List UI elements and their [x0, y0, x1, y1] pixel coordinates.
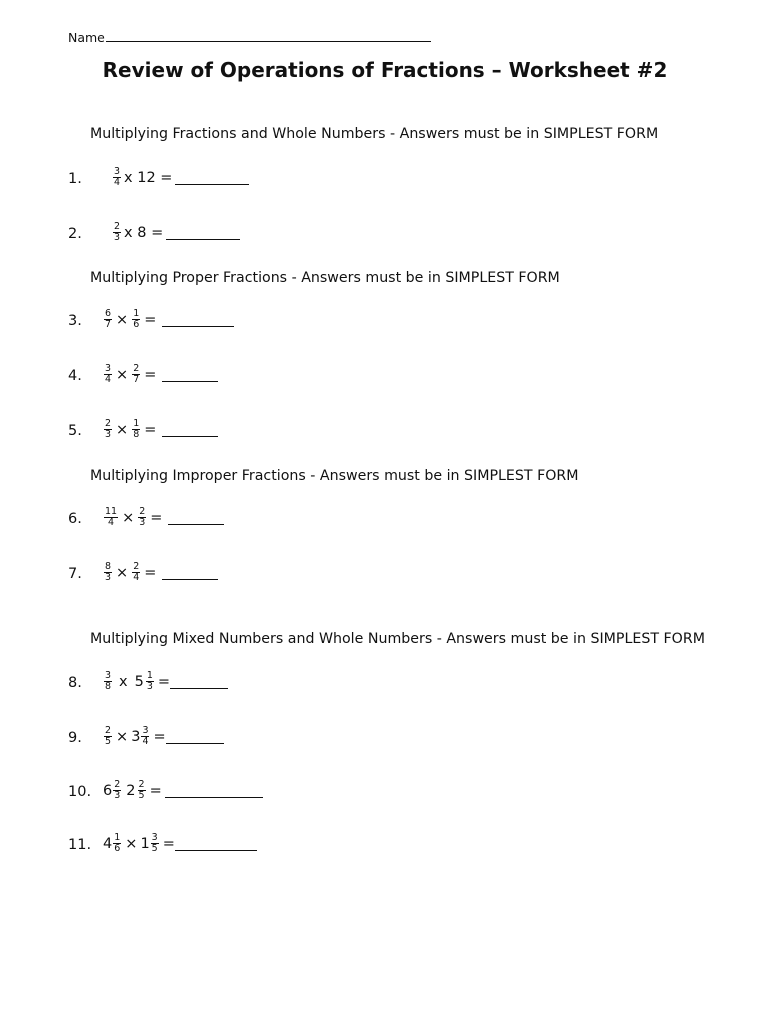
times-sign: x	[119, 673, 128, 690]
problem-9	[103, 726, 224, 747]
equals-sign: =	[144, 311, 157, 328]
times-sign: ×	[122, 509, 135, 526]
problem-3	[103, 309, 234, 330]
fraction: $\frac{2}{5}$	[105, 725, 112, 747]
fraction: $\frac{3}{8}$	[105, 670, 112, 692]
worksheet-title: Review of Operations of Fractions – Worksheet #2	[102, 58, 668, 82]
fraction: $\frac{2}{3}$	[114, 221, 121, 243]
problem-7	[103, 562, 218, 583]
equals-sign: =	[144, 421, 157, 438]
name-blank-line[interactable]	[106, 30, 431, 42]
answer-blank-7[interactable]	[162, 565, 218, 580]
equals-sign: =	[149, 782, 162, 799]
problem-4	[103, 364, 218, 385]
fraction: $\frac{1}{6}$	[133, 308, 140, 330]
problem-10	[103, 780, 263, 801]
fraction: $\frac{1}{6}$	[114, 832, 121, 854]
section-heading-1: Multiplying Fractions and Whole Numbers - Answers must be in SIMPLEST FORM	[90, 126, 659, 142]
equals-sign: =	[157, 673, 171, 690]
equals-sign: =	[144, 366, 157, 383]
section-heading-3: Multiplying Improper Fractions - Answers must be in SIMPLEST FORM	[90, 468, 579, 484]
expression-text: x 8 =	[124, 224, 164, 241]
answer-blank-2[interactable]	[166, 225, 240, 240]
problem-number-8: 8.	[68, 675, 82, 691]
times-sign: ×	[116, 421, 129, 438]
fraction: $\frac{2}{3}$	[139, 506, 146, 528]
whole-number: 1	[140, 835, 150, 852]
answer-blank-6[interactable]	[168, 510, 224, 525]
fraction: $\frac{3}{4}$	[114, 166, 121, 188]
problem-number-9: 9.	[68, 730, 82, 746]
answer-blank-9[interactable]	[166, 729, 224, 744]
whole-number: 4	[103, 835, 113, 852]
fraction: $\frac{2}{3}$	[114, 779, 121, 801]
answer-blank-8[interactable]	[170, 674, 228, 689]
whole-number: 6	[103, 782, 113, 799]
section-heading-4: Multiplying Mixed Numbers and Whole Numbers - Answers must be in SIMPLEST FORM	[90, 631, 705, 647]
answer-blank-3[interactable]	[162, 312, 234, 327]
fraction: $\frac{2}{3}$	[105, 418, 112, 440]
fraction: $\frac{3}{4}$	[142, 725, 149, 747]
name-label: Name	[68, 30, 105, 45]
fraction: $\frac{2}{5}$	[138, 779, 145, 801]
problem-number-7: 7.	[68, 566, 82, 582]
equals-sign: =	[150, 509, 163, 526]
answer-blank-5[interactable]	[162, 422, 218, 437]
fraction: $\frac{2}{4}$	[133, 561, 140, 583]
problem-number-11: 11.	[68, 837, 92, 853]
problem-number-3: 3.	[68, 313, 82, 329]
times-sign: ×	[116, 564, 129, 581]
times-sign: ×	[116, 728, 129, 745]
fraction: $\frac{3}{4}$	[105, 363, 112, 385]
fraction: $\frac{8}{3}$	[105, 561, 112, 583]
problem-1	[112, 167, 249, 188]
problem-2	[112, 222, 240, 243]
whole-number: 5	[134, 673, 144, 690]
fraction: $\frac{1}{3}$	[146, 670, 153, 692]
expression-text: x 12 =	[124, 169, 173, 186]
problem-8	[103, 671, 228, 692]
problem-number-10: 10.	[68, 784, 92, 800]
problem-6	[103, 507, 224, 528]
problem-number-2: 2.	[68, 226, 82, 242]
answer-blank-4[interactable]	[162, 367, 218, 382]
problem-number-1: 1.	[68, 171, 82, 187]
answer-blank-1[interactable]	[175, 170, 249, 185]
answer-blank-10[interactable]	[165, 783, 263, 798]
problem-number-5: 5.	[68, 423, 82, 439]
whole-number: 2	[126, 782, 136, 799]
times-sign: ×	[116, 311, 129, 328]
name-field[interactable]	[68, 30, 431, 45]
fraction: $\frac{6}{7}$	[105, 308, 112, 330]
fraction: $\frac{3}{5}$	[151, 832, 158, 854]
answer-blank-11[interactable]	[175, 836, 257, 851]
equals-sign: =	[153, 728, 166, 745]
problem-11	[103, 833, 257, 854]
problem-number-6: 6.	[68, 511, 82, 527]
problem-number-4: 4.	[68, 368, 82, 384]
equals-sign: =	[162, 835, 175, 852]
problem-5	[103, 419, 218, 440]
whole-number: 3	[131, 728, 141, 745]
fraction: $\frac{2}{7}$	[133, 363, 140, 385]
times-sign: ×	[125, 835, 138, 852]
times-sign: ×	[116, 366, 129, 383]
fraction: $\frac{1}{8}$	[133, 418, 140, 440]
section-heading-2: Multiplying Proper Fractions - Answers must be in SIMPLEST FORM	[90, 270, 560, 286]
equals-sign: =	[144, 564, 157, 581]
fraction: $\frac{11}{4}$	[105, 506, 118, 528]
